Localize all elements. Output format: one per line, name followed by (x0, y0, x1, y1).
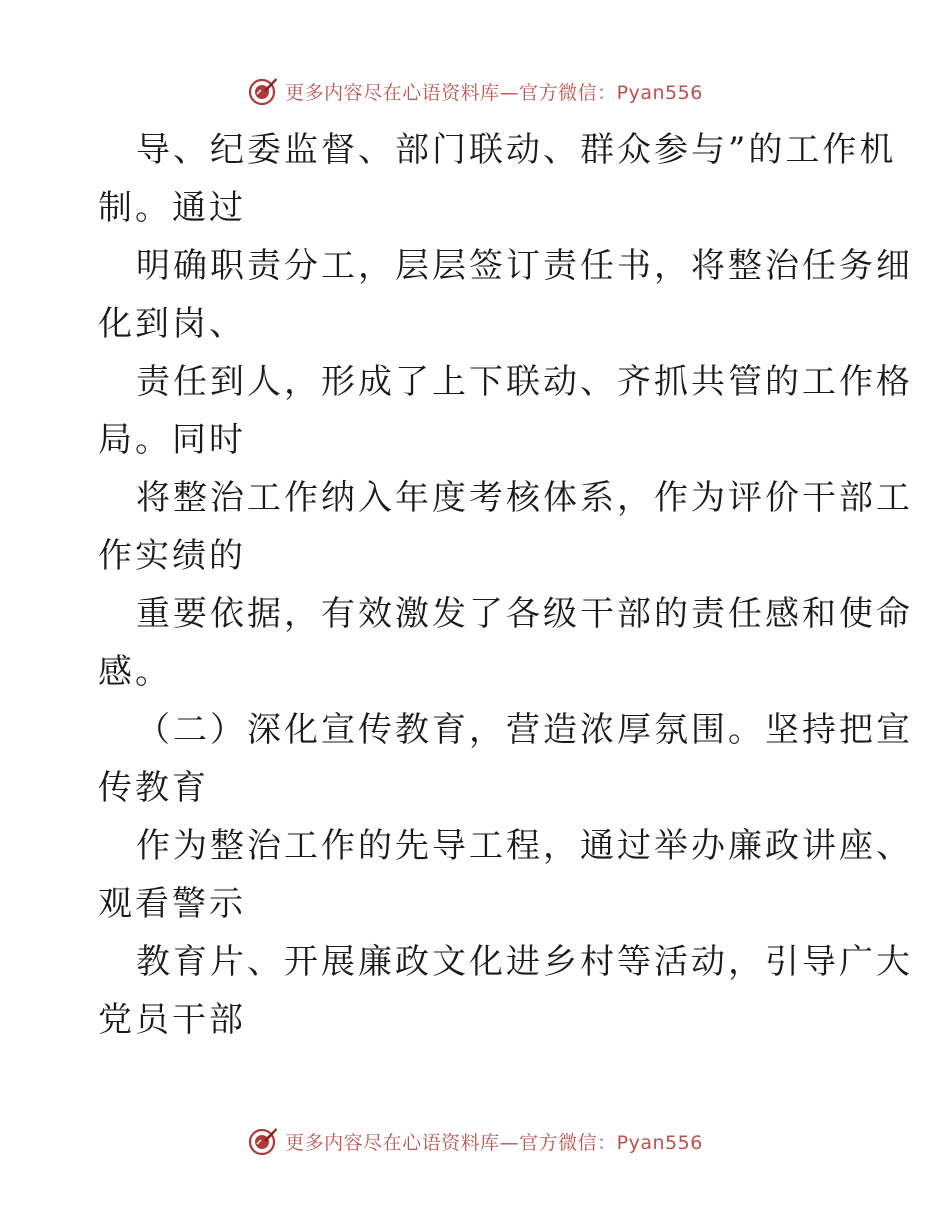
text-line: 化到岗、 (98, 304, 246, 344)
text-line: 观看警示 (98, 884, 246, 924)
text-line: 重要依据，有效激发了各级干部的责任感和使命 (136, 594, 913, 634)
text-line: 制。通过 (98, 188, 246, 228)
paragraph (0, 121, 950, 237)
paragraph (0, 933, 950, 1049)
watermark-text: 更多内容尽在心语资料库—官方微信：Pyan556 (285, 81, 703, 104)
text-line: （二）深化宣传教育，营造浓厚氛围。坚持把宣 (136, 710, 913, 750)
text-line: 明确职责分工，层层签订责任书，将整治任务细 (136, 246, 913, 286)
text-line: 感。 (98, 652, 172, 692)
document-body (0, 121, 950, 1049)
text-line: 局。同时 (98, 420, 246, 460)
paragraph (0, 701, 950, 817)
paragraph (0, 237, 950, 353)
quill-seal-icon (247, 75, 279, 107)
paragraph (0, 585, 950, 701)
text-line: 传教育 (98, 768, 209, 808)
footer-watermark (0, 1121, 950, 1161)
header-watermark (0, 71, 950, 111)
text-line: 责任到人，形成了上下联动、齐抓共管的工作格 (136, 362, 913, 402)
paragraph (0, 817, 950, 933)
text-line: 党员干部 (98, 1000, 246, 1040)
text-line: 作为整治工作的先导工程，通过举办廉政讲座、 (136, 826, 913, 866)
text-line: 教育片、开展廉政文化进乡村等活动，引导广大 (136, 942, 913, 982)
text-line: 将整治工作纳入年度考核体系，作为评价干部工 (136, 478, 913, 518)
paragraph (0, 469, 950, 585)
paragraph (0, 353, 950, 469)
quill-seal-icon (247, 1125, 279, 1157)
text-line: 导、纪委监督、部门联动、群众参与”的工作机 (136, 130, 897, 170)
text-line: 作实绩的 (98, 536, 246, 576)
watermark-text: 更多内容尽在心语资料库—官方微信：Pyan556 (285, 1131, 703, 1154)
